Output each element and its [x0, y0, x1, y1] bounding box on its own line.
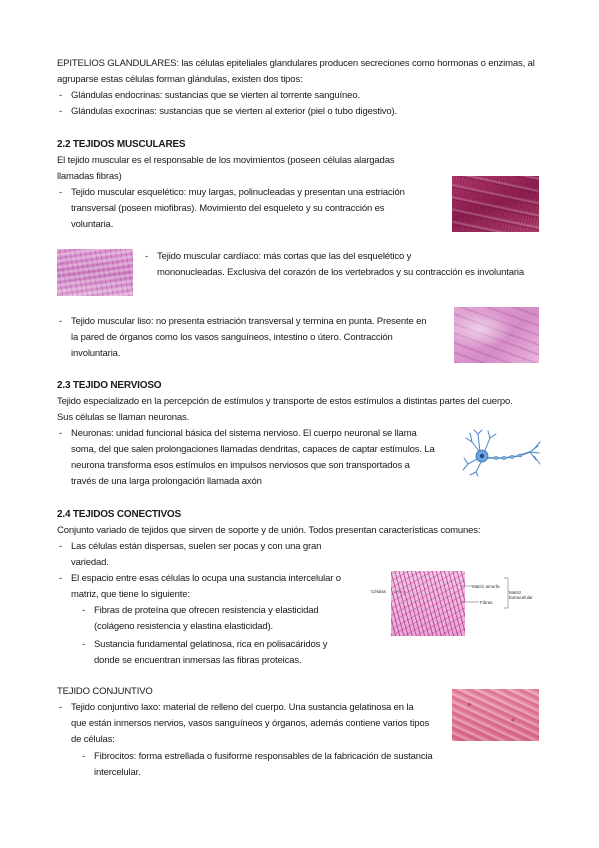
bullet-dash: -: [59, 702, 63, 713]
conectivos-d-1: Sustancia fundamental gelatinosa, rica en polisacáridos y: [94, 639, 328, 650]
conectivos-intro: Conjunto variado de tejidos que sirven de soporte y de unión. Todos presentan características comunes:: [57, 525, 481, 536]
figure-pointer-lines: [386, 576, 511, 611]
neurona-line-2: soma, del que salen prolongaciones llamadas dendritas, capaces de captar estímulos. La: [71, 444, 435, 455]
conectivos-c-1: Fibras de proteína que ofrecen resistencia y elasticidad: [94, 605, 319, 616]
conjuntivo-heading: TEJIDO CONJUNTIVO: [57, 686, 153, 697]
label-fibers: Fibras: [480, 600, 493, 605]
cardiaco-line-2: mononucleadas. Exclusiva del corazón de los vertebrados y su contracción es involuntaria: [157, 267, 525, 278]
bullet-dash: -: [59, 187, 63, 198]
nervioso-intro-2: Sus células se llaman neuronas.: [57, 412, 190, 423]
section-heading-nervioso: 2.3 TEJIDO NERVIOSO: [57, 380, 162, 391]
laxo-line-2: que están inmersos nervios, vasos sanguíneos y órganos, además contiene varios tipos: [71, 718, 430, 729]
bullet-dash: -: [59, 106, 63, 117]
conectivos-b-2: matriz, que tiene lo siguiente:: [71, 589, 190, 600]
neurona-line-4: través de una larga prolongación llamada axón: [71, 476, 262, 487]
bullet-dash: -: [82, 605, 86, 616]
epitelios-line-1: EPITELIOS GLANDULARES: las células epiteliales glandulares producen secreciones como hormonas o enzimas, al: [57, 58, 535, 69]
musculares-intro-2: llamadas fibras): [57, 171, 122, 182]
smooth-muscle-micrograph: [454, 307, 539, 363]
bullet-dash: -: [145, 251, 149, 262]
esqueletico-line-3: voluntaria.: [71, 219, 114, 230]
conectivos-a-2: variedad.: [71, 557, 109, 568]
label-cells: Células: [371, 589, 387, 594]
label-matrix-amorph: Matriz amorfa: [472, 584, 500, 589]
endocrinas-item: Glándulas endocrinas: sustancias que se vierten al torrente sanguíneo.: [71, 90, 360, 101]
bullet-dash: -: [59, 316, 63, 327]
bullet-dash: -: [59, 428, 63, 439]
bullet-dash: -: [59, 90, 63, 101]
cardiac-muscle-micrograph: [57, 249, 133, 296]
conectivos-b-1: El espacio entre esas células lo ocupa una sustancia intercelular o: [71, 573, 341, 584]
neurona-line-3: neurona transforma esos estímulos en impulsos nerviosos que son transportados a: [71, 460, 410, 471]
neuron-diagram: [460, 428, 542, 478]
conectivos-a-1: Las células están dispersas, suelen ser pocas y con una gran: [71, 541, 322, 552]
esqueletico-line-2: transversal (poseen miofibras). Movimiento del esqueleto y su contracción es: [71, 203, 385, 214]
liso-line-2: la pared de órganos como los vasos sanguíneos, intestino o útero. Contracción: [71, 332, 393, 343]
conectivos-c-2: (colágeno resistencia y elastina elasticidad).: [94, 621, 273, 632]
nervioso-intro-1: Tejido especializado en la percepción de estímulos y transporte de estos estímulos a distintas partes del cuerpo.: [57, 396, 513, 407]
bullet-dash: -: [59, 541, 63, 552]
conectivos-d-2: donde se encuentran inmersas las fibras proteicas.: [94, 655, 302, 666]
neurona-line-1: Neuronas: unidad funcional básica del sistema nervioso. El cuerpo neuronal se llama: [71, 428, 417, 439]
bullet-dash: -: [82, 751, 86, 762]
skeletal-muscle-micrograph: [452, 176, 539, 232]
musculares-intro-1: El tejido muscular es el responsable de los movimientos (poseen células alargadas: [57, 155, 395, 166]
bullet-dash: -: [59, 573, 63, 584]
fibrocitos-line-2: intercelular.: [94, 767, 141, 778]
epitelios-line-2: agruparse estas células forman glándulas, existen dos tipos:: [57, 74, 303, 85]
cardiaco-line-1: Tejido muscular cardíaco: más cortas que las del esquelético y: [157, 251, 412, 262]
loose-connective-micrograph: [452, 689, 539, 741]
section-heading-musculares: 2.2 TEJIDOS MUSCULARES: [57, 139, 186, 150]
bullet-dash: -: [82, 639, 86, 650]
fibrocitos-line-1: Fibrocitos: forma estrellada o fusiforme responsables de la fabricación de sustancia: [94, 751, 433, 762]
liso-line-3: involuntaria.: [71, 348, 121, 359]
section-heading-conectivos: 2.4 TEJIDOS CONECTIVOS: [57, 509, 181, 520]
label-matrix-ext: Matriz Extracelular: [509, 590, 533, 600]
esqueletico-line-1: Tejido muscular esquelético: muy largas, polinucleadas y presentan una estriación: [71, 187, 405, 198]
liso-line-1: Tejido muscular liso: no presenta estriación transversal y termina en punta. Presente en: [71, 316, 427, 327]
laxo-line-1: Tejido conjuntivo laxo: material de relleno del cuerpo. Una sustancia gelatinosa en la: [71, 702, 414, 713]
laxo-line-3: de células:: [71, 734, 115, 745]
exocrinas-item: Glándulas exocrinas: sustancias que se vierten al exterior (piel o tubo digestivo).: [71, 106, 398, 117]
